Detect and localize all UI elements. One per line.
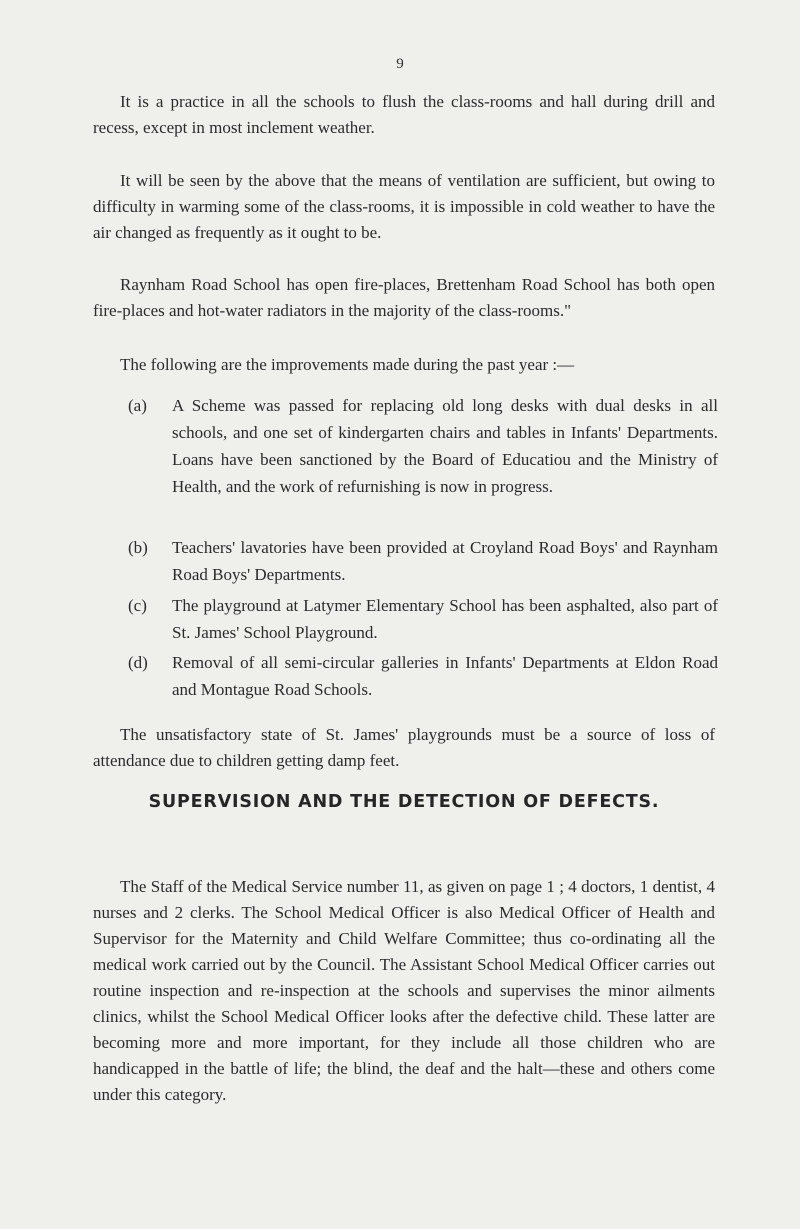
section-heading: SUPERVISION AND THE DETECTION OF DEFECTS. xyxy=(148,792,660,812)
list-item xyxy=(128,392,718,500)
list-item-text: The playground at Latymer Elementary School has been asphalted, also part of St. James' School Playground. xyxy=(172,596,718,642)
paragraph-improvements-intro: The following are the improvements made during the past year :— xyxy=(120,355,575,374)
paragraph-fireplaces: Raynham Road School has open fire-places, Brettenham Road School has both open fire-places and hot-water radiators in the majority of the class-rooms." xyxy=(93,275,715,320)
list-item xyxy=(128,649,718,703)
list-item-text: A Scheme was passed for replacing old long desks with dual desks in all schools, and one set of kindergarten chairs and tables in Infants' Departments. Loans have been sanctioned by the Board of Educatiou and the Ministry of Health, and the work of refurnishing is now in progress. xyxy=(172,396,718,496)
paragraph-flushing: It is a practice in all the schools to flush the class-rooms and hall during drill and recess, except in most inclement weather. xyxy=(93,92,715,137)
list-item xyxy=(128,534,718,588)
page-number: 9 xyxy=(396,56,404,72)
list-item-marker: (b) xyxy=(128,538,148,557)
paragraph-ventilation: It will be seen by the above that the means of ventilation are sufficient, but owing to difficulty in warming some of the class-rooms, it is impossible in cold weather to have the air changed as frequently as it ought to be. xyxy=(93,171,715,242)
list-item-marker: (d) xyxy=(128,653,148,672)
list-item-text: Teachers' lavatories have been provided at Croyland Road Boys' and Raynham Road Boys' Departments. xyxy=(172,538,718,584)
list-item-text: Removal of all semi-circular galleries in Infants' Departments at Eldon Road and Montague Road Schools. xyxy=(172,653,718,699)
list-item xyxy=(128,592,718,646)
paragraph-medical-staff: The Staff of the Medical Service number 11, as given on page 1 ; 4 doctors, 1 dentist, 4 nurses and 2 clerks. The School Medical Officer is also Medical Officer of Health and Supervisor for the Maternity and Child Welfare Committee; thus co-ordinating all the medical work carried out by the Council. The Assistant School Medical Officer carries out routine inspection and re-inspection at the schools and supervises the minor ailments clinics, whilst the School Medical Officer looks after the defective child. These latter are becoming more and more important, for they include all those children who are handicapped in the battle of life; the blind, the deaf and the halt—these and others come under this category. xyxy=(93,877,715,1104)
list-item-marker: (a) xyxy=(128,396,147,415)
paragraph-playgrounds: The unsatisfactory state of St. James' playgrounds must be a source of loss of attendance due to children getting damp feet. xyxy=(93,725,715,770)
list-item-marker: (c) xyxy=(128,596,147,615)
